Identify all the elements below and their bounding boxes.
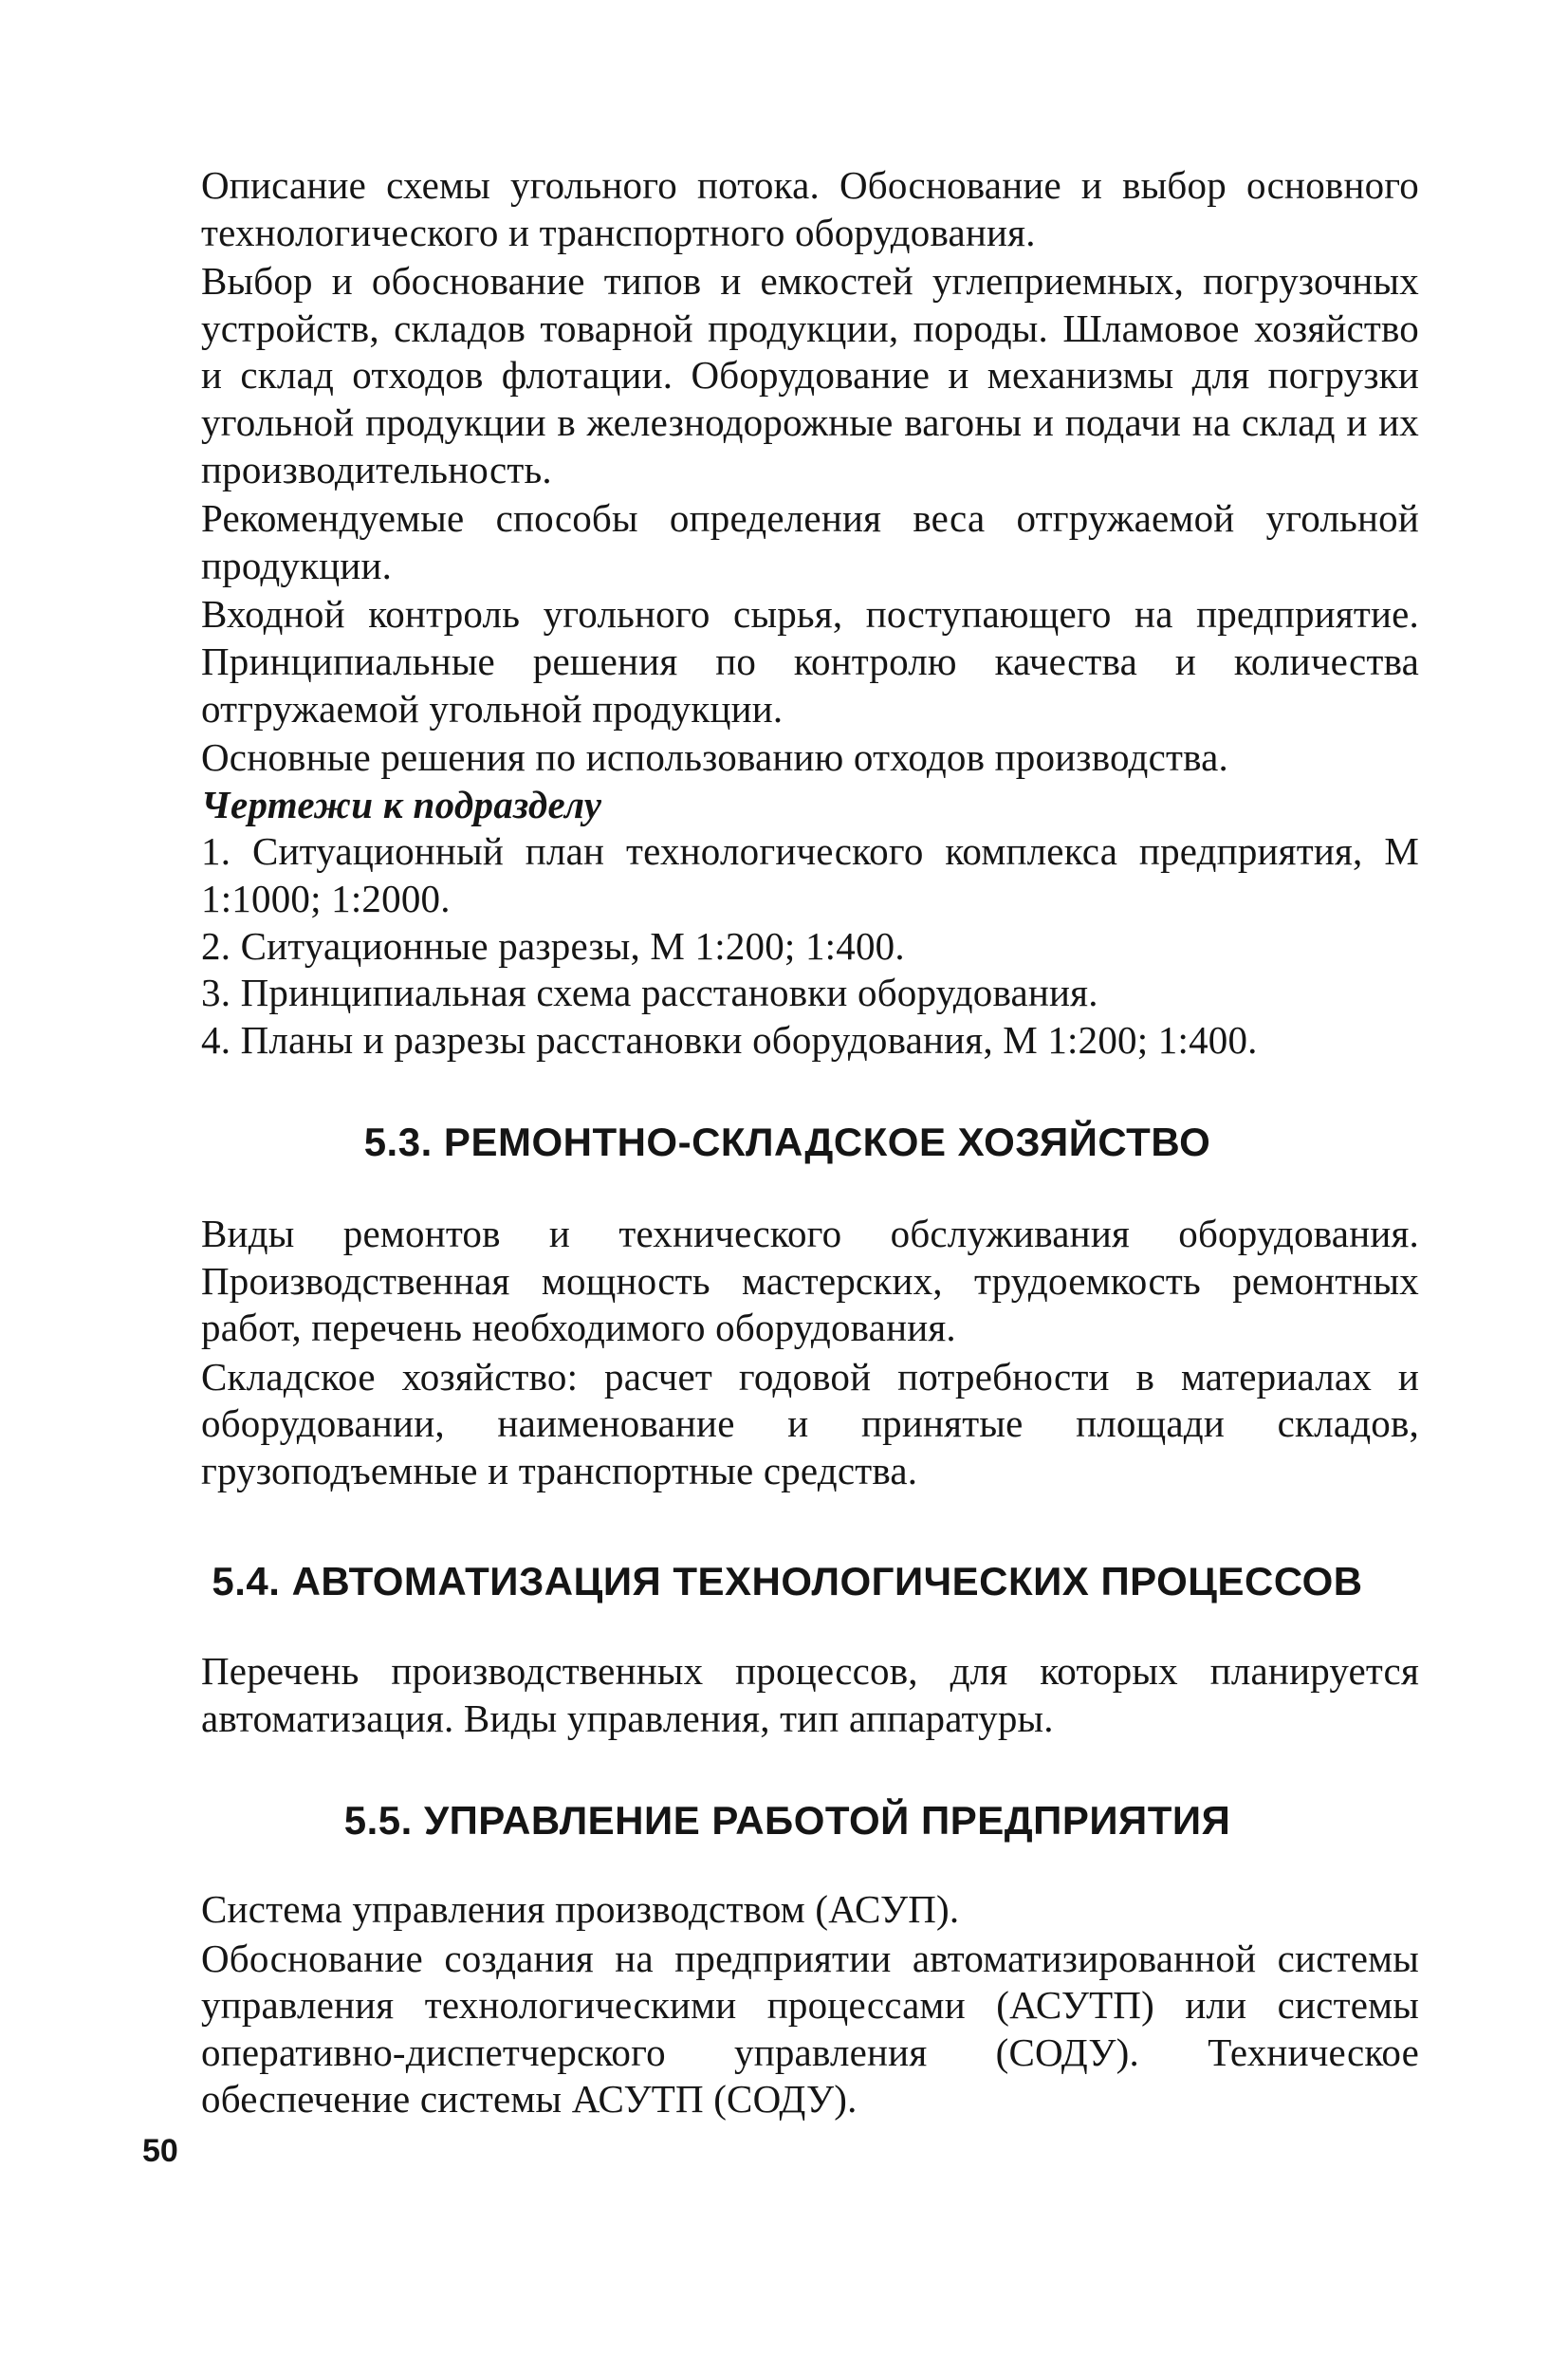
intro-text-block bbox=[201, 162, 1419, 1064]
section-5-3-body bbox=[201, 1211, 1419, 1495]
drawing-list-item: 2. Ситуационные разрезы, М 1:200; 1:400. bbox=[201, 923, 905, 968]
paragraph: Складское хозяйство: расчет годовой потребности в материалах и оборудовании, наименование и принятые площади складов, грузоподъемные и транспортные средства. bbox=[201, 1354, 1419, 1492]
drawing-list-item: 4. Планы и разрезы расстановки оборудования, М 1:200; 1:400. bbox=[201, 1017, 1258, 1062]
paragraph: Входной контроль угольного сырья, поступающего на предприятие. Принципиальные решения по контролю качества и количества отгружаемой угольной продукции. bbox=[201, 592, 1419, 731]
drawings-subheading: Чертежи к подразделу bbox=[201, 782, 602, 826]
paragraph: Виды ремонтов и технического обслуживания оборудования. Производственная мощность мастерских, трудоемкость ремонтных работ, перечень необходимого оборудования. bbox=[201, 1212, 1419, 1350]
section-heading-5-3: 5.3. РЕМОНТНО-СКЛАДСКОЕ ХОЗЯЙСТВО bbox=[363, 1120, 1211, 1164]
paragraph: Описание схемы угольного потока. Обоснование и выбор основного технологического и транспортного оборудования. bbox=[201, 163, 1419, 254]
section-heading-5-4: 5.4. АВТОМАТИЗАЦИЯ ТЕХНОЛОГИЧЕСКИХ ПРОЦЕССОВ bbox=[212, 1559, 1363, 1603]
drawing-list-item: 3. Принципиальная схема расстановки оборудования. bbox=[201, 971, 1098, 1015]
paragraph: Основные решения по использованию отходов производства. bbox=[201, 735, 1228, 780]
paragraph: Перечень производственных процессов, для которых планируется автоматизация. Виды управления, тип аппаратуры. bbox=[201, 1649, 1419, 1740]
paragraph: Рекомендуемые способы определения веса отгружаемой угольной продукции. bbox=[201, 496, 1419, 587]
section-5-5-body bbox=[201, 1886, 1419, 2123]
drawing-list-item: 1. Ситуационный план технологического комплекса предприятия, М 1:1000; 1:2000. bbox=[201, 829, 1419, 920]
paragraph: Обоснование создания на предприятии автоматизированной системы управления технологическими процессами (АСУТП) или системы оперативно-диспетчерского управления (СОДУ). Техническое обеспечение системы АСУТП (СОДУ). bbox=[201, 1936, 1419, 2122]
paragraph: Система управления производством (АСУП). bbox=[201, 1887, 960, 1931]
section-5-4-body bbox=[201, 1648, 1419, 1742]
section-heading-5-5: 5.5. УПРАВЛЕНИЕ РАБОТОЙ ПРЕДПРИЯТИЯ bbox=[343, 1798, 1231, 1843]
page-number: 50 bbox=[142, 2133, 178, 2169]
paragraph: Выбор и обоснование типов и емкостей углеприемных, погрузочных устройств, складов товарной продукции, породы. Шламовое хозяйство и склад отходов флотации. Оборудование и механизмы для погрузки угольной продукции в железнодорожные вагоны и подачи на склад и их производительность. bbox=[201, 259, 1419, 491]
